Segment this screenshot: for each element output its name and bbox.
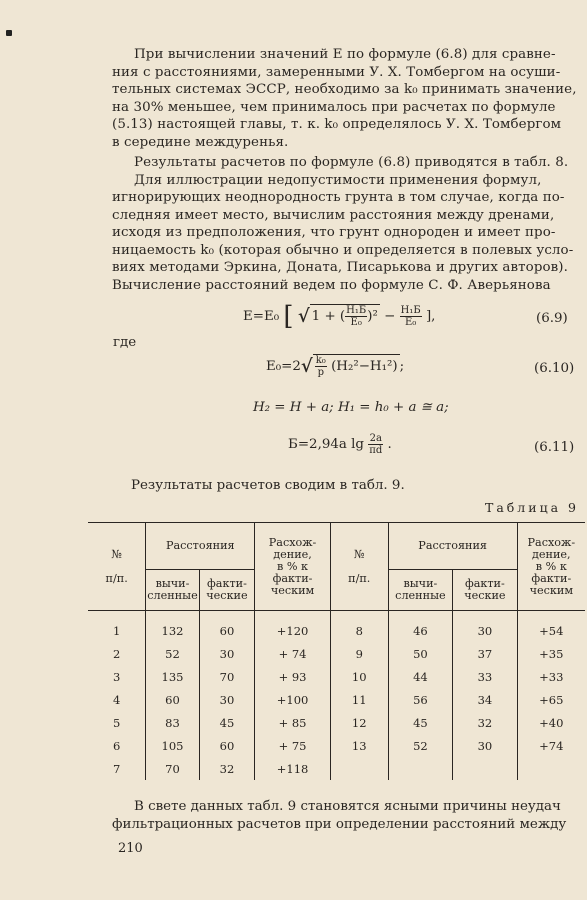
text-line: ния с расстояниями, замеренными У. Х. Томбергом на осуши- [112,64,561,80]
eq-text: Б=2,94a lg [288,437,364,452]
table-cell: 32 [453,711,517,734]
table-cell: +100 [255,688,331,711]
col-calculated: вычи- сленные [388,570,452,611]
where-word: где [113,335,137,350]
table-cell: + 74 [255,642,331,665]
text-line: (5.13) настоящей главы, т. к. k₀ определялось У. Х. Томбергом [112,117,562,132]
equation-6-11 [288,433,392,456]
table-cell: 30 [453,734,517,757]
table-9 [88,522,585,780]
table-cell: 52 [388,734,452,757]
equation-number: (6.10) [534,361,575,376]
table-cell: +40 [517,711,585,734]
text-line: Вычисление расстояний ведем по формуле С. Ф. Аверьянова [112,277,551,293]
table-cell: +54 [517,611,585,643]
text-line: виях методами Эркина, Доната, Писарькова и других авторов). [112,260,568,275]
eq-text: E=E₀ [243,309,280,324]
table-cell: 30 [199,688,255,711]
table-cell [453,757,517,780]
table-cell: 56 [388,688,452,711]
eq-frac-num: k₀ [315,355,326,366]
header-cell: № [111,547,122,561]
eq-text: − [384,309,396,324]
text-line: игнорирующих неоднородность грунта в том случае, когда по- [112,190,565,205]
eq-text: 1 + ( [311,309,346,324]
table-cell: 1 [112,623,121,638]
table-cell: 52 [146,642,199,665]
table-row [88,757,585,780]
col-distances: Расстояния [388,523,517,570]
table-cell: 45 [388,711,452,734]
table-cell [330,757,388,780]
paragraph-3 [112,798,586,833]
table-cell [517,757,585,780]
col-actual: факти- ческие [453,570,517,611]
header-cell: п/п. [348,571,371,585]
paragraph-2 [112,154,586,294]
col-deviation: Расхож- дение, в % к факти- ческим [255,523,331,611]
table-cell: 9 [330,642,388,665]
table-row [88,734,585,757]
text-line: в середине междуренья. [112,134,289,150]
table-cell: 60 [199,611,255,643]
equation-number: (6.9) [536,311,568,326]
table-cell: 70 [146,757,199,780]
table-body [88,611,585,781]
col-distances: Расстояния [146,523,255,570]
text-line: Результаты расчетов по формуле (6.8) приводятся в табл. 8. [134,155,569,170]
col-actual: факти- ческие [199,570,255,611]
table-cell: 132 [146,611,199,643]
table-cell: 44 [388,665,452,688]
equation-6-10: E₀=2√ $\frac{\text{k₀}}{p}$ (H₂²−H₁²) ; [266,355,405,378]
table-cell: 7 [112,761,121,776]
header-cell: п/п. [105,571,128,585]
eq-text: )² [367,309,378,324]
text-line: следняя имеет место, вычислим расстояния между дренами, [112,207,555,223]
table-cell: 4 [112,692,121,707]
col-no [88,523,146,611]
table-cell: 32 [199,757,255,780]
eq-text: E₀=2 [266,359,301,374]
table-cell: 60 [199,734,255,757]
equation-heads: H₂ = H + a; H₁ = h₀ + a ≅ a; [253,400,449,415]
table-row [88,611,585,643]
table-cell: +33 [517,665,585,688]
table-cell: +120 [255,611,331,643]
table-cell: +74 [517,734,585,757]
table-cell: + 85 [255,711,331,734]
text-line: При вычислении значений Е по формуле (6.8) для сравне- [134,47,556,62]
table-cell: 33 [453,665,517,688]
col-no [330,523,388,611]
table-intro: Результаты расчетов сводим в табл. 9. [131,478,405,493]
table-cell: 6 [112,738,121,753]
text-line: на 30% меньшее, чем принималось при расчетах по формуле [112,99,556,115]
header-cell: № [353,547,365,561]
table-row [88,688,585,711]
eq-text: ], [425,309,436,324]
table-cell: 3 [112,669,121,684]
eq-frac-den: πd [369,445,383,456]
table-cell: +118 [255,757,331,780]
eq-frac-num: H₁Б [346,305,367,316]
table-row [88,642,585,665]
text-line: В свете данных табл. 9 становятся ясными причины неудач [134,799,561,814]
text-line: тельных системах ЭССР, необходимо за k₀ принимать значение, [112,82,577,97]
table-cell: 2 [112,646,121,661]
page-number: 210 [118,841,143,856]
eq-frac-num: 2a [369,433,382,444]
table-cell: 135 [146,665,199,688]
text-line: Для иллюстрации недопустимости применения формул, [134,172,542,188]
table-cell: 60 [146,688,199,711]
eq-frac-den: p [317,367,324,378]
table-cell: 30 [199,642,255,665]
table-cell: +65 [517,688,585,711]
text-line: ницаемость k₀ (которая обычно и определяется в полевых усло- [112,242,574,258]
text-line: фильтрационных расчетов при определении расстояний между [112,816,567,832]
eq-frac-den: E₀ [350,317,362,328]
text-line: исходя из предположения, что грунт однороден и имеет про- [112,225,556,240]
table-cell [388,757,452,780]
paragraph-1 [112,46,586,151]
table-cell: 70 [199,665,255,688]
eq-frac-den: E₀ [404,317,417,328]
eq-frac-num: H₁Б [400,305,421,316]
table-cell: 8 [330,611,388,643]
eq-text: ; [399,359,405,374]
table-cell: 37 [453,642,517,665]
table-cell: 11 [330,688,388,711]
table-cell: 30 [453,611,517,643]
table-row [88,665,585,688]
table-cell: 5 [112,715,121,730]
print-mark [6,30,12,36]
col-calculated: вычи- сленные [146,570,199,611]
table-cell: 45 [199,711,255,734]
table-cell: 34 [453,688,517,711]
table-cell: + 75 [255,734,331,757]
equation-number: (6.11) [534,440,575,455]
eq-text: (H₂²−H₁²) [331,359,398,374]
equation-6-9: E=E₀ [ √ 1 + ( $\frac{\text{H₁Б}}{\text{E₀}}$ )² − $\frac{\text{H₁Б}}{\text{E₀}}$ ], [243,301,436,332]
table-row [88,711,585,734]
table-caption: Таблица 9 [484,500,579,515]
col-deviation: Расхож- дение, в % к факти- ческим [517,523,585,611]
eq-text: . [387,437,392,452]
table-cell: 13 [330,734,388,757]
table-cell: 105 [146,734,199,757]
table-cell: 83 [146,711,199,734]
table-cell: 46 [388,611,452,643]
table-cell: +35 [517,642,585,665]
table-cell: 10 [330,665,388,688]
table-cell: + 93 [255,665,331,688]
table-cell: 50 [388,642,452,665]
table-cell: 12 [330,711,388,734]
